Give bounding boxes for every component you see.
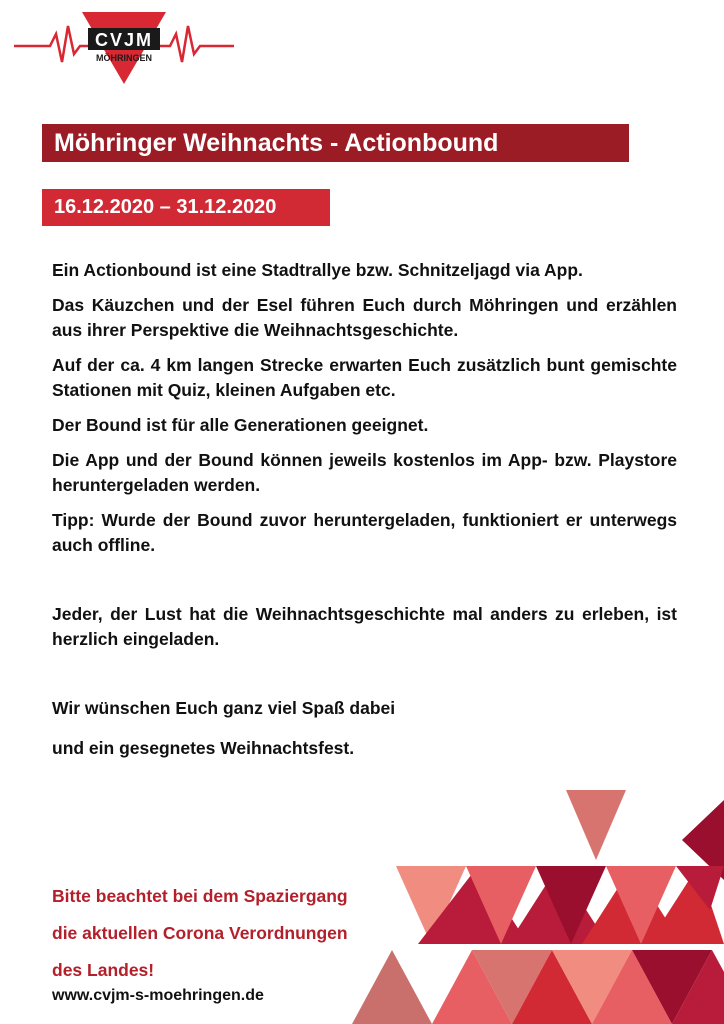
notice-line-3: des Landes! xyxy=(52,960,155,980)
date-banner: 16.12.2020 – 31.12.2020 xyxy=(42,189,330,226)
website-link[interactable]: www.cvjm-s-moehringen.de xyxy=(52,987,264,1004)
triangle-deco xyxy=(566,790,626,860)
cvjm-logo xyxy=(10,10,238,90)
wish-line-1: Wir wünschen Euch ganz viel Spaß dabei xyxy=(52,698,396,718)
pulse-line-right xyxy=(160,26,234,62)
pulse-line-left xyxy=(14,26,88,62)
notice-line-2: die aktuellen Corona Verordnungen xyxy=(52,923,348,943)
paragraph-invitation: Jeder, der Lust hat die Weihnachtsgeschichte mal anders zu erleben, ist herzlich eingeladen. xyxy=(52,604,677,649)
title-banner: Möhringer Weihnachts - Actionbound xyxy=(42,124,629,162)
body-text xyxy=(52,258,677,776)
logo-top-text: CVJM xyxy=(94,30,154,50)
paragraph-actionbound: Ein Actionbound ist eine Stadtrallye bzw. Schnitzeljagd via App. xyxy=(52,260,583,280)
paragraph-route: Auf der ca. 4 km langen Strecke erwarten Euch zusätzlich bunt gemischte Stationen mit Quiz, kleinen Aufgaben etc. xyxy=(52,355,677,400)
triangle-decoration xyxy=(300,780,724,1024)
notice-line-1: Bitte beachtet bei dem Spaziergang xyxy=(52,886,348,906)
logo-sub-text: MÖHRINGEN xyxy=(96,53,152,63)
wish-line-2: und ein gesegnetes Weihnachtsfest. xyxy=(52,738,355,758)
paragraph-generations: Der Bound ist für alle Generationen geeignet. xyxy=(52,415,429,435)
paragraph-tip: Tipp: Wurde der Bound zuvor heruntergeladen, funktioniert er unterwegs auch offline. xyxy=(52,510,677,555)
paragraph-story: Das Käuzchen und der Esel führen Euch durch Möhringen und erzählen aus ihrer Perspektive die Weihnachtsgeschichte. xyxy=(52,295,677,340)
wish-block xyxy=(52,696,677,761)
paragraph-download: Die App und der Bound können jeweils kostenlos im App- bzw. Playstore heruntergeladen werden. xyxy=(52,450,677,495)
